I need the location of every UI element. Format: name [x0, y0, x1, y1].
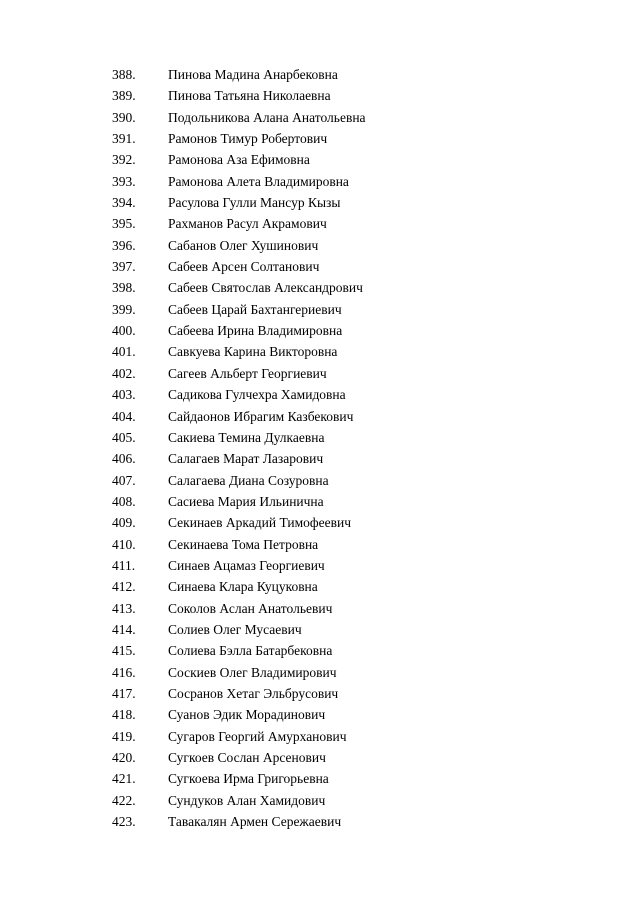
entry-full-name: Рахманов Расул Акрамович [168, 216, 327, 232]
list-item [0, 85, 640, 106]
entry-number: 411. [112, 557, 136, 573]
list-item [0, 768, 640, 789]
entry-full-name: Сугкоева Ирма Григорьевна [168, 771, 329, 787]
entry-number: 403. [112, 387, 136, 403]
entry-number: 407. [112, 472, 136, 488]
entry-full-name: Сосранов Хетаг Эльбрусович [168, 685, 339, 701]
list-item [0, 299, 640, 320]
entry-full-name: Суанов Эдик Морадинович [168, 707, 326, 723]
entry-number: 394. [112, 195, 136, 211]
entry-full-name: Солиева Бэлла Батарбековна [168, 643, 333, 659]
entry-number: 416. [112, 664, 136, 680]
list-item [0, 534, 640, 555]
entry-number: 391. [112, 131, 136, 147]
entry-number: 409. [112, 515, 136, 531]
list-item [0, 341, 640, 362]
entry-number: 398. [112, 280, 136, 296]
list-item [0, 811, 640, 832]
entry-number: 401. [112, 344, 136, 360]
list-item [0, 555, 640, 576]
list-item [0, 256, 640, 277]
entry-number: 406. [112, 451, 136, 467]
list-item [0, 235, 640, 256]
list-item [0, 576, 640, 597]
list-item [0, 320, 640, 341]
entry-full-name: Сугкоев Сослан Арсенович [168, 750, 326, 765]
entry-number: 405. [112, 429, 136, 445]
entry-full-name: Сугаров Георгий Амурханович [168, 728, 347, 744]
entry-full-name: Соколов Аслан Анатольевич [168, 600, 333, 616]
entry-full-name: Расулова Гулли Мансур Кызы [168, 195, 341, 211]
entry-number: 415. [112, 643, 136, 659]
entry-number: 392. [112, 152, 136, 168]
entry-full-name: Садикова Гулчехра Хамидовна [168, 387, 346, 403]
list-item [0, 512, 640, 533]
entry-full-name: Сайдаонов Ибрагим Казбекович [168, 408, 354, 424]
entry-full-name: Пинова Татьяна Николаевна [168, 88, 331, 104]
entry-number: 414. [112, 621, 136, 637]
entry-full-name: Сабанов Олег Хушинович [168, 237, 319, 253]
entry-full-name: Сагеев Альберт Георгиевич [168, 365, 327, 381]
entry-full-name: Рамонова Алета Владимировна [168, 173, 349, 189]
entry-number: 400. [112, 323, 136, 339]
name-list [0, 64, 640, 832]
entry-full-name: Салагаев Марат Лазарович [168, 451, 324, 467]
list-item [0, 64, 640, 85]
entry-number: 421. [112, 771, 136, 787]
list-item [0, 107, 640, 128]
entry-number: 397. [112, 259, 136, 275]
list-item [0, 171, 640, 192]
entry-full-name: Тавакалян Армен Сережаевич [168, 814, 342, 830]
list-item [0, 704, 640, 725]
list-item [0, 406, 640, 427]
list-item [0, 128, 640, 149]
entry-full-name: Рамонова Аза Ефимовна [168, 152, 310, 168]
list-item [0, 683, 640, 704]
entry-number: 393. [112, 173, 136, 189]
entry-full-name: Сабеев Святослав Александрович [168, 280, 363, 296]
list-item [0, 448, 640, 469]
list-item [0, 192, 640, 213]
list-item [0, 619, 640, 640]
entry-full-name: Сабеев Арсен Солтанович [168, 259, 320, 275]
entry-number: 402. [112, 365, 136, 381]
list-item [0, 747, 640, 768]
entry-number: 420. [112, 750, 136, 765]
list-item [0, 790, 640, 811]
entry-full-name: Сабеев Царай Бахтангериевич [168, 301, 342, 317]
list-item [0, 149, 640, 170]
entry-full-name: Салагаева Диана Созуровна [168, 472, 329, 488]
entry-full-name: Рамонов Тимур Робертович [168, 131, 328, 147]
list-item [0, 363, 640, 384]
entry-number: 395. [112, 216, 136, 232]
entry-full-name: Сакиева Темина Дулкаевна [168, 429, 325, 445]
entry-number: 423. [112, 814, 136, 830]
entry-number: 412. [112, 579, 136, 595]
entry-number: 390. [112, 109, 136, 125]
entry-number: 408. [112, 493, 136, 509]
list-item [0, 427, 640, 448]
entry-full-name: Савкуева Карина Викторовна [168, 344, 338, 360]
entry-number: 399. [112, 301, 136, 317]
entry-full-name: Секинаев Аркадий Тимофеевич [168, 515, 351, 531]
entry-number: 410. [112, 536, 136, 552]
entry-number: 389. [112, 88, 136, 104]
list-item [0, 277, 640, 298]
list-item [0, 470, 640, 491]
entry-full-name: Сундуков Алан Хамидович [168, 792, 326, 808]
entry-full-name: Пинова Мадина Анарбековна [168, 67, 338, 82]
list-item [0, 640, 640, 661]
entry-number: 418. [112, 707, 136, 723]
list-item [0, 213, 640, 234]
entry-full-name: Сабеева Ирина Владимировна [168, 323, 343, 339]
list-item [0, 662, 640, 683]
entry-number: 417. [112, 685, 136, 701]
list-item [0, 726, 640, 747]
entry-number: 404. [112, 408, 136, 424]
entry-number: 396. [112, 237, 136, 253]
entry-full-name: Синаева Клара Куцуковна [168, 579, 318, 595]
entry-full-name: Сасиева Мария Ильинична [168, 493, 324, 509]
entry-number: 413. [112, 600, 136, 616]
entry-full-name: Подольникова Алана Анатольевна [168, 109, 366, 125]
entry-full-name: Секинаева Тома Петровна [168, 536, 319, 552]
entry-number: 388. [112, 67, 136, 82]
list-item [0, 598, 640, 619]
entry-full-name: Синаев Ацамаз Георгиевич [168, 557, 325, 573]
list-item [0, 491, 640, 512]
list-item [0, 384, 640, 405]
entry-full-name: Солиев Олег Мусаевич [168, 621, 302, 637]
entry-full-name: Соскиев Олег Владимирович [168, 664, 337, 680]
entry-number: 419. [112, 728, 136, 744]
entry-number: 422. [112, 792, 136, 808]
